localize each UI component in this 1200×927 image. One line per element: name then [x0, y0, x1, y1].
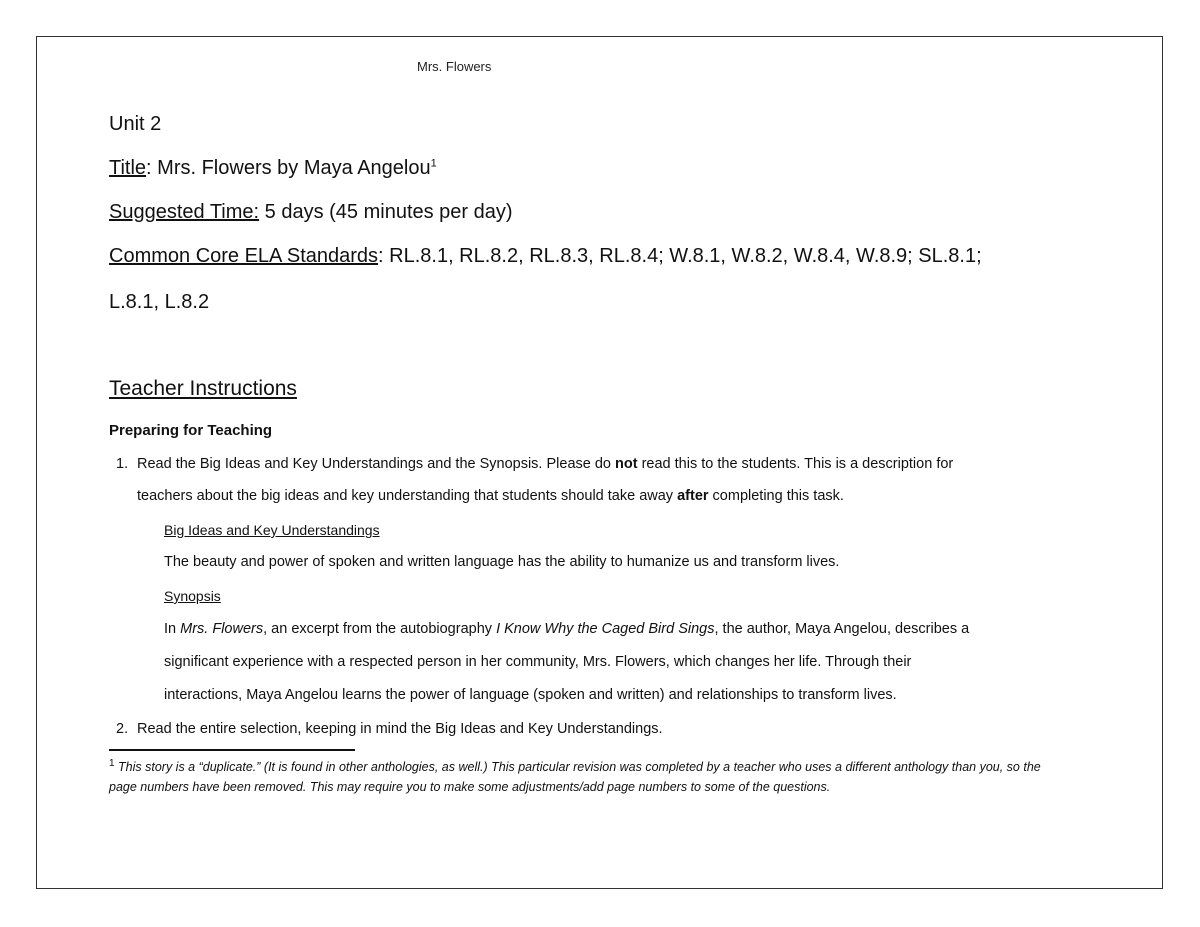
standards-line: [109, 245, 982, 268]
big-ideas-text: The beauty and power of spoken and written language has the ability to humanize us and transform lives.: [164, 554, 840, 570]
suggested-time-line: [109, 201, 513, 224]
title-value: : Mrs. Flowers by Maya Angelou: [146, 157, 431, 179]
list-item-2-text: Read the entire selection, keeping in mind the Big Ideas and Key Understandings.: [137, 721, 663, 737]
synopsis-line-2: significant experience with a respected person in her community, Mrs. Flowers, which changes her life. Through their: [164, 654, 912, 670]
list-number-2: 2.: [116, 721, 129, 737]
text-run: , an excerpt from the autobiography: [263, 621, 497, 637]
standards-value: : RL.8.1, RL.8.2, RL.8.3, RL.8.4; W.8.1, W.8.2, W.8.4, W.8.9; SL.8.1;: [378, 245, 982, 267]
list-item-1-line-1: [137, 456, 953, 472]
text-run: In: [164, 621, 181, 637]
footnote-text: This story is a “duplicate.” (It is found in other anthologies, as well.) This particular revision was completed by a teacher who uses a different anthology than you, so the page numbers have been removed. This may require you to make some adjustments/add page numbers to some of the questions.: [109, 760, 1041, 794]
footnote-number: 1: [109, 757, 115, 769]
list-item-1-line-2: [137, 488, 844, 504]
page-header: Mrs. Flowers: [417, 59, 492, 74]
italic-title: Mrs. Flowers: [180, 621, 264, 637]
text-run: completing this task.: [708, 488, 844, 504]
text-run: Read the Big Ideas and Key Understandings and the Synopsis. Please do: [137, 456, 616, 472]
big-ideas-heading: Big Ideas and Key Understandings: [164, 522, 380, 538]
text-run: read this to the students. This is a description for: [637, 456, 954, 472]
suggested-time-value: 5 days (45 minutes per day): [259, 201, 513, 223]
suggested-time-label: Suggested Time:: [109, 201, 260, 223]
text-run: , the author, Maya Angelou, describes a: [714, 621, 970, 637]
footnote: [109, 757, 1049, 797]
subheading: Preparing for Teaching: [109, 422, 273, 439]
synopsis-line-3: interactions, Maya Angelou learns the power of language (spoken and written) and relationships to transform lives.: [164, 687, 897, 703]
unit-label: Unit 2: [109, 113, 162, 135]
text-run: teachers about the big ideas and key understanding that students should take away: [137, 488, 678, 504]
italic-book-title: I Know Why the Caged Bird Sings: [496, 621, 715, 637]
standards-label: Common Core ELA Standards: [109, 245, 379, 267]
document-page: [36, 36, 1163, 889]
standards-continuation: L.8.1, L.8.2: [109, 291, 210, 313]
title-line: [109, 157, 437, 180]
synopsis-line-1: [164, 621, 969, 637]
emphasis-not: not: [615, 456, 638, 472]
title-label: Title: [109, 157, 147, 179]
footnote-separator: [109, 749, 355, 751]
footnote-reference: 1: [430, 157, 437, 170]
section-heading: Teacher Instructions: [109, 377, 297, 400]
emphasis-after: after: [677, 488, 709, 504]
list-number-1: 1.: [116, 456, 129, 472]
synopsis-heading: Synopsis: [164, 588, 221, 604]
